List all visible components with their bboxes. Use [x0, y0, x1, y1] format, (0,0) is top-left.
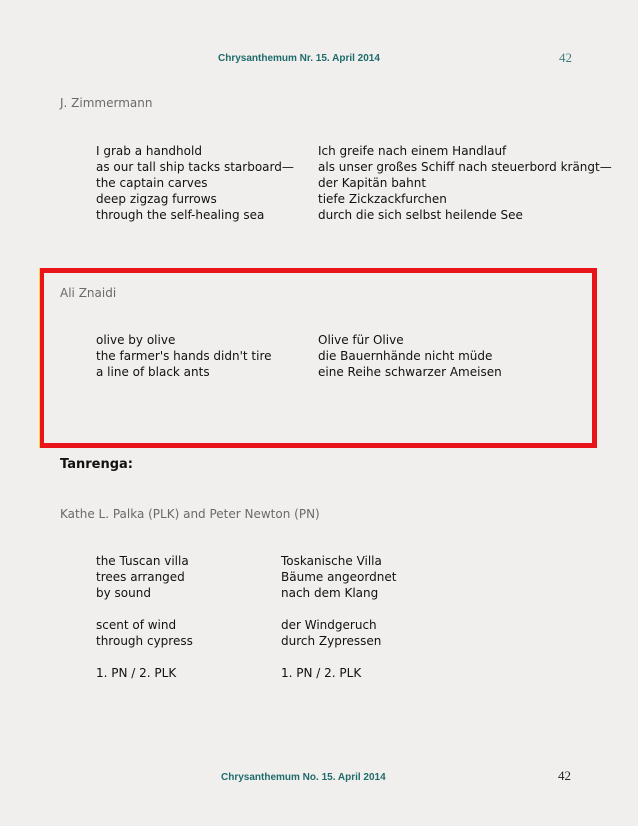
poem-line: scent of wind — [96, 618, 177, 632]
poem-line: the Tuscan villa — [96, 554, 189, 568]
poem-line: Bäume angeordnet — [281, 570, 397, 584]
poem-author: J. Zimmermann — [60, 96, 153, 110]
stanza-gap — [281, 601, 396, 617]
poem-line: through the self-healing sea — [96, 208, 265, 222]
poem-line: I grab a handhold — [96, 144, 202, 158]
poem-line: the farmer's hands didn't tire — [96, 349, 272, 363]
poem-credit: 1. PN / 2. PLK — [281, 666, 362, 680]
poem-credit: 1. PN / 2. PLK — [96, 666, 177, 680]
poem-line: deep zigzag furrows — [96, 192, 217, 206]
poem-line: olive by olive — [96, 333, 176, 347]
poem-line: trees arranged — [96, 570, 185, 584]
poem-line: der Windgeruch — [281, 618, 377, 632]
poem-german — [318, 332, 502, 380]
poem-line: tiefe Zickzackfurchen — [318, 192, 447, 206]
section-heading: Tanrenga: — [60, 457, 133, 472]
poem-english — [96, 143, 294, 223]
poem-line: as our tall ship tacks starboard— — [96, 160, 294, 174]
poem-line: eine Reihe schwarzer Ameisen — [318, 365, 502, 379]
poem-author: Ali Znaidi — [60, 286, 117, 300]
footer-title: Chrysanthemum No. 15. April 2014 — [221, 772, 386, 783]
poem-line: die Bauernhände nicht müde — [318, 349, 493, 363]
poem-line: by sound — [96, 586, 151, 600]
poem-line: the captain carves — [96, 176, 208, 190]
tanrenga-authors: Kathe L. Palka (PLK) and Peter Newton (PN) — [60, 507, 320, 521]
poem-line: Toskanische Villa — [281, 554, 382, 568]
tanrenga-german — [281, 553, 396, 681]
stanza-gap — [281, 649, 396, 665]
footer-page-number: 42 — [558, 768, 571, 783]
poem-line: als unser großes Schiff nach steuerbord krängt— — [318, 160, 612, 174]
poem-line: nach dem Klang — [281, 586, 379, 600]
poem-line: durch die sich selbst heilende See — [318, 208, 523, 222]
poem-line: durch Zypressen — [281, 634, 382, 648]
poem-line: a line of black ants — [96, 365, 210, 379]
poem-english — [96, 332, 272, 380]
stanza-gap — [96, 649, 193, 665]
poem-german — [318, 143, 612, 223]
header-page-number: 42 — [559, 50, 572, 65]
poem-line: der Kapitän bahnt — [318, 176, 427, 190]
header-title: Chrysanthemum Nr. 15. April 2014 — [218, 53, 380, 64]
tanrenga-english — [96, 553, 193, 681]
poem-line: Olive für Olive — [318, 333, 404, 347]
poem-line: through cypress — [96, 634, 193, 648]
stanza-gap — [96, 601, 193, 617]
poem-line: Ich greife nach einem Handlauf — [318, 144, 507, 158]
